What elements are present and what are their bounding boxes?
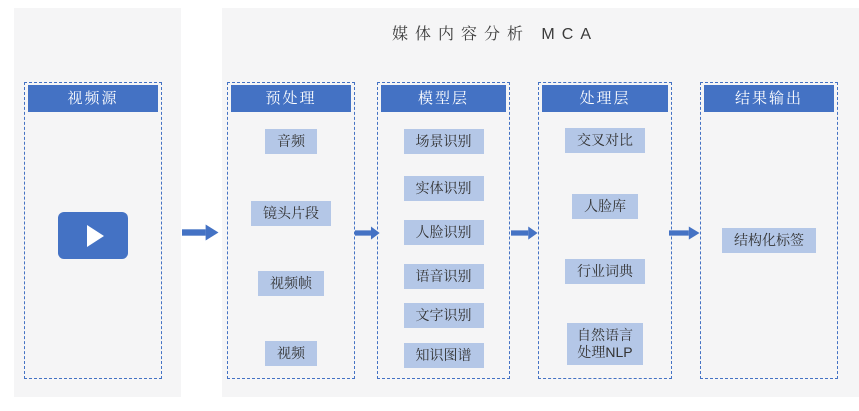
- item-box: 视频: [265, 341, 317, 366]
- column-header-processing-layer: 处理层: [542, 85, 668, 112]
- item-box: 音频: [265, 129, 317, 154]
- column-video-source: [24, 82, 162, 379]
- arrow-right-icon: [511, 226, 538, 240]
- item-box: 视频帧: [258, 271, 324, 296]
- item-box: 人脸库: [572, 194, 638, 219]
- column-preprocessing: [227, 82, 355, 379]
- item-box: 镜头片段: [251, 201, 331, 226]
- column-header-model-layer: 模型层: [381, 85, 506, 112]
- column-result-output: [700, 82, 838, 379]
- video-player-box: [58, 212, 128, 259]
- item-box: 结构化标签: [722, 228, 816, 253]
- column-header-result-output: 结果输出: [704, 85, 834, 112]
- item-box: 实体识别: [404, 176, 484, 201]
- item-box: 自然语言处理NLP: [567, 323, 643, 365]
- item-box: 语音识别: [404, 264, 484, 289]
- diagram-title: 媒体内容分析 MCA: [391, 26, 598, 43]
- arrow-right-icon: [355, 226, 380, 240]
- arrow-right-icon: [182, 224, 219, 241]
- play-icon: [87, 225, 104, 247]
- item-box: 交叉对比: [565, 128, 645, 153]
- item-box: 文字识别: [404, 303, 484, 328]
- item-box: 人脸识别: [404, 220, 484, 245]
- item-box: 行业词典: [565, 259, 645, 284]
- arrow-right-icon: [669, 226, 700, 240]
- column-header-video-source: 视频源: [28, 85, 158, 112]
- item-box: 知识图谱: [404, 343, 484, 368]
- column-header-preprocessing: 预处理: [231, 85, 351, 112]
- item-box: 场景识别: [404, 129, 484, 154]
- column-processing-layer: [538, 82, 672, 379]
- column-model-layer: [377, 82, 510, 379]
